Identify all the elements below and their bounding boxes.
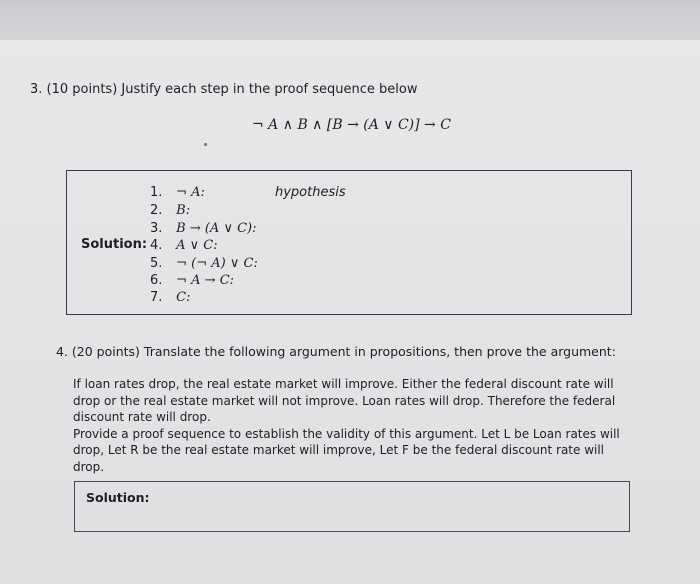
proof-step-expression: A ∨ C: xyxy=(176,238,218,253)
proof-step-3 xyxy=(150,221,257,236)
question-4-solution-label: Solution: xyxy=(86,490,150,505)
stray-mark xyxy=(204,143,207,146)
question-4-solution-box xyxy=(74,481,630,532)
proof-step-number: 6. xyxy=(150,273,163,288)
proof-step-number: 5. xyxy=(150,256,163,271)
proof-step-1 xyxy=(150,185,205,200)
question-3-heading: 3. (10 points) Justify each step in the proof sequence below xyxy=(30,82,418,97)
proof-step-5 xyxy=(150,256,258,271)
proof-step-expression: ¬ (¬ A) ∨ C: xyxy=(176,256,258,271)
top-margin-band xyxy=(0,0,700,44)
proof-step-number: 3. xyxy=(150,221,163,236)
question-4-argument: If loan rates drop, the real estate market will improve. Either the federal discount rate will drop or the real estate market will not improve. Loan rates will drop. Therefore the federal discount rate will drop. xyxy=(73,377,616,424)
proof-step-6 xyxy=(150,273,234,288)
proof-step-number: 2. xyxy=(150,203,163,218)
proof-step-expression: C: xyxy=(176,290,191,305)
proof-step-4 xyxy=(150,238,218,253)
question-4-heading: 4. (20 points) Translate the following argument in propositions, then prove the argument: xyxy=(56,344,616,359)
hypothesis-note: hypothesis xyxy=(275,185,346,200)
question-3-solution-label: Solution: xyxy=(81,237,148,252)
proof-step-number: 4. xyxy=(150,238,163,253)
proof-step-7 xyxy=(150,290,190,305)
proof-step-expression: B → (A ∨ C): xyxy=(176,221,257,236)
question-4-instructions: Provide a proof sequence to establish the validity of this argument. Let L be Loan rates will drop, Let R be the real estate market will improve, Let F be the federal discount rate will drop. xyxy=(73,426,620,474)
proof-step-number: 7. xyxy=(150,290,163,305)
question-3-formula: ¬ A ∧ B ∧ [B → (A ∨ C)] → C xyxy=(252,117,451,133)
proof-step-expression: ¬ A: xyxy=(176,185,205,200)
question-4-body xyxy=(73,376,638,475)
proof-step-expression: ¬ A → C: xyxy=(176,273,235,288)
proof-step-2 xyxy=(150,203,190,218)
proof-step-number: 1. xyxy=(150,185,163,200)
proof-step-expression: B: xyxy=(176,203,191,218)
